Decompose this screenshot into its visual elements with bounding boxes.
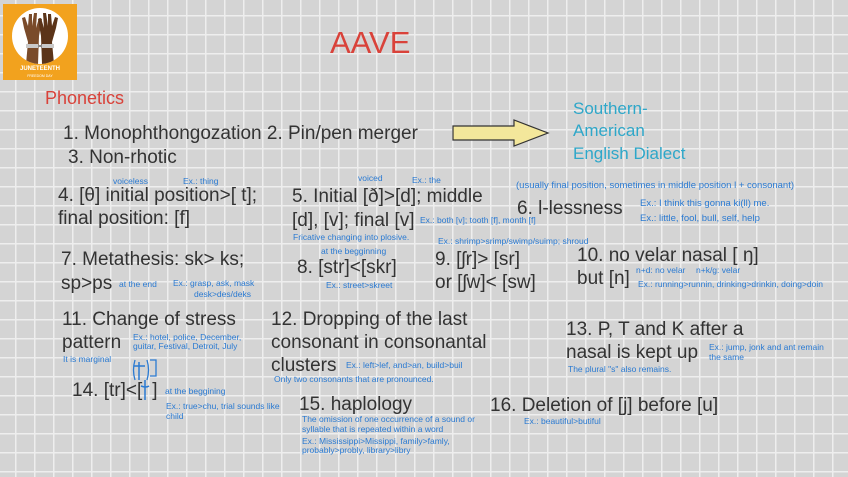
item5-note-voiced: voiced <box>358 173 383 183</box>
item9-note-example: Ex.: shrimp>srimp/swimp/suimp; shroud <box>438 236 589 246</box>
item15-description-1: The omission of one occurrence of a sound or <box>302 414 475 424</box>
item14-label-end: ] <box>152 380 158 401</box>
item6-example-2: Ex.: little, fool, bull, self, help <box>640 213 760 224</box>
hands-chain-icon <box>12 8 68 64</box>
item14-example-2: child <box>166 411 184 421</box>
item14-label-text: 14. [tr]<[ <box>72 380 143 401</box>
item5-line-1: 5. Initial [ð]>[d]; middle <box>292 186 483 207</box>
item13-example-2: the same <box>709 352 744 362</box>
item8-label: 8. [str]<[skr] <box>297 257 397 278</box>
page-title: AAVE <box>330 25 411 60</box>
item7-note-end: at the end <box>119 279 157 289</box>
item4-note-example: Ex.: thing <box>183 176 219 186</box>
item14-example-1: Ex.: true>chu, trial sounds like <box>166 401 280 411</box>
item16-example: Ex.: beautiful>butiful <box>524 416 601 426</box>
item16-label: 16. Deletion of [j] before [u] <box>490 395 719 416</box>
item8-note-beginning: at the begginning <box>321 246 387 256</box>
item12-note-only-two: Only two consonants that are pronounced. <box>274 374 434 384</box>
item11-line-1: 11. Change of stress <box>62 309 236 330</box>
right-arrow-icon <box>452 119 550 147</box>
item11-example-1: Ex.: hotel, police, December, <box>133 332 242 342</box>
item4-note-voiceless: voiceless <box>113 176 148 186</box>
item11-line-2: pattern <box>62 332 122 353</box>
item5-note-example: Ex.: the <box>412 175 441 185</box>
item15-example-1: Ex.: Mississippi>Missippi, family>famly, <box>302 436 450 446</box>
item6-label: 6. l-lessness <box>517 198 623 219</box>
item13-line-1: 13. P, T and K after a <box>566 319 744 340</box>
item8-example: Ex.: street>skreet <box>326 280 393 290</box>
item14-note-beginning: at the beggining <box>165 386 226 396</box>
item10-note-nk: n+k/g: velar <box>696 265 741 275</box>
item11-note-marginal: It is marginal <box>63 354 112 364</box>
item10-example: Ex.: running>runnin, drinking>drinkin, doing>doin <box>638 279 823 289</box>
item5-line-2: [d], [v]; final [v] <box>292 210 415 231</box>
dialect-label-line-1: Southern- <box>573 99 648 118</box>
item6-example-1: Ex.: I think this gonna ki(ll) me. <box>640 198 770 209</box>
item15-example-2: probably>probly, library>libry <box>302 445 411 455</box>
dialect-label-line-3: English Dialect <box>573 144 686 163</box>
item10-line-2: but [n] <box>577 268 630 289</box>
item5-note-fricative: Fricative changing into plosive. <box>293 232 410 242</box>
item13-example-1: Ex.: jump, jonk and ant remain <box>709 342 824 352</box>
item5-note-example-2: Ex.: both [v]; tooth [f], month [f] <box>420 215 536 225</box>
item7-line-2: sp>ps <box>61 273 113 294</box>
item10-note-nd: n+d: no velar <box>636 265 686 275</box>
item4-line-2: final position: [f] <box>58 208 191 229</box>
dialect-label-line-2: American <box>573 121 645 140</box>
item12-example: Ex.: left>lef, and>an, build>buil <box>346 360 463 370</box>
item9-line-1: 9. [ʃr]> [sr] <box>435 249 520 270</box>
item12-line-2: consonant in consonantal <box>271 332 487 353</box>
item12-line-3: clusters <box>271 355 337 376</box>
item15-label: 15. haplology <box>299 394 413 415</box>
item13-line-2: nasal is kept up <box>566 342 699 363</box>
item6-note-position: (usually final position, sometimes in middle position l + consonant) <box>516 180 795 191</box>
item12-line-1: 12. Dropping of the last <box>271 309 468 330</box>
intro-line-2: 3. Non-rhotic <box>68 147 177 168</box>
item9-line-2: or [ʃw]< [sw] <box>435 272 536 293</box>
item10-line-1: 10. no velar nasal [ ŋ] <box>577 245 759 266</box>
logo-subcaption: FREEDOM DAY <box>27 74 53 78</box>
item11-example-2: guitar, Festival, Detroit, July <box>133 341 238 351</box>
item7-example-1: Ex.: grasp, ask, mask <box>173 278 255 288</box>
section-heading-phonetics: Phonetics <box>45 88 125 108</box>
item15-description-2: syllable that is repeated within a word <box>302 424 444 434</box>
item13-note-plural: The plural "s" also remains. <box>568 364 672 374</box>
handwritten-t-mark <box>131 356 161 404</box>
juneteenth-logo <box>3 4 77 80</box>
intro-line-1: 1. Monophthongozation 2. Pin/pen merger <box>63 123 418 144</box>
logo-caption: JUNETEENTH <box>19 66 60 72</box>
item7-example-2: desk>des/deks <box>194 289 251 299</box>
item7-line-1: 7. Metathesis: sk> ks; <box>61 249 245 270</box>
item4-line-1: 4. [θ] initial position>[ t]; <box>58 185 258 206</box>
